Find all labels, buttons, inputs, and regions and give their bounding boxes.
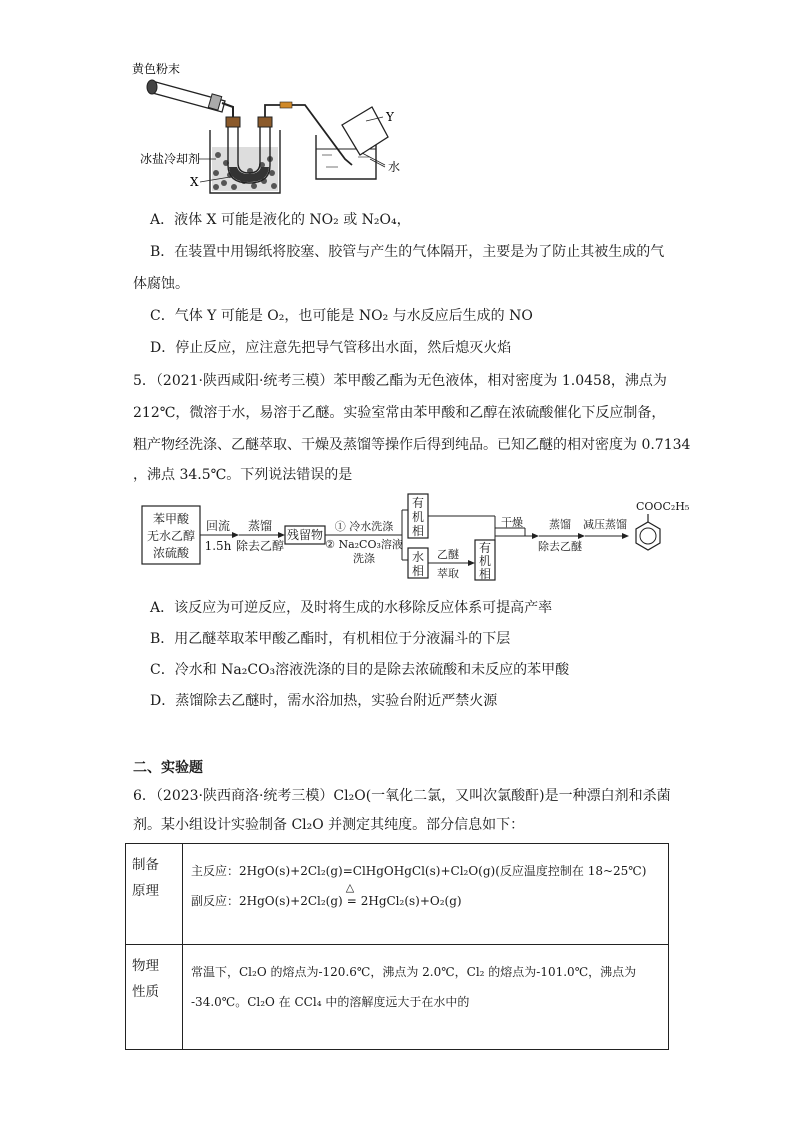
- gas-y-label: Y: [386, 110, 394, 124]
- q5-stem-line4: ，沸点 34.5℃。下列说法错误的是: [133, 467, 353, 483]
- q5-flow-chart: [140, 492, 690, 582]
- coolant-label: 冰盐冷却剂: [140, 152, 201, 166]
- q4-option-b-line2: 体腐蚀。: [133, 276, 189, 292]
- q6-stem-line1: 6．（2023·陕西商洛·统考三模）Cl₂O(一氧化二氯，又叫次氯酸酐)是一种漂白剂和杀菌: [133, 788, 671, 804]
- aqueous-phase-char-2: 相: [411, 564, 425, 578]
- aqueous-phase-char-1: 水: [411, 550, 425, 564]
- extract-bottom: 萃取: [437, 567, 459, 580]
- extract-top: 乙醚: [437, 548, 459, 561]
- table-row: [126, 844, 669, 945]
- step2-top: 蒸馏: [247, 519, 273, 533]
- properties-line1: 常温下，Cl₂O 的熔点为-120.6℃，沸点为 2.0℃，Cl₂ 的熔点为-101.0℃，沸点为: [191, 965, 637, 979]
- water-label: 水: [388, 160, 401, 174]
- row-label-properties: 物理 性质: [126, 945, 183, 1050]
- product-formula: COOC₂H₅: [636, 500, 690, 513]
- section-title: 二、实验题: [133, 760, 203, 776]
- q5-option-c: C．冷水和 Na₂CO₃溶液洗涤的目的是除去浓硫酸和未反应的苯甲酸: [150, 662, 570, 678]
- q6-info-table: [125, 843, 669, 1050]
- q5-option-d: D．蒸馏除去乙醚时，需水浴加热，实验台附近严禁火源: [150, 693, 498, 709]
- q5-option-a: A．该反应为可逆反应，及时将生成的水移除反应体系可提高产率: [150, 600, 553, 616]
- organic-phase-2-char-1: 有: [478, 541, 492, 555]
- q5-stem-line1: 5．（2021·陕西咸阳·统考三模）苯甲酸乙酯为无色液体，相对密度为 1.0458，沸点为: [133, 373, 667, 389]
- q6-stem-line2: 剂。某小组设计实验制备 Cl₂O 并测定其纯度。部分信息如下：: [133, 817, 525, 833]
- residue: 残留物: [286, 528, 324, 542]
- distill-bottom: 除去乙醚: [538, 540, 582, 553]
- organic-phase-2-char-2: 机: [478, 554, 492, 568]
- wash-step-2: ② Na₂CO₃溶液: [325, 538, 403, 551]
- table-row: [126, 945, 669, 1050]
- step1-bottom: 1.5h: [204, 539, 232, 553]
- collection-bottle: [342, 107, 388, 155]
- properties-line2: -34.0℃。Cl₂O 在 CCl₄ 中的溶解度远大于在水中的: [191, 995, 470, 1009]
- main-reaction: 主反应：2HgO(s)+2Cl₂(g)=ClHgOHgCl(s)+Cl₂O(g)(反应温度控制在 18~25℃): [191, 864, 647, 878]
- powder-label: 黄色粉末: [132, 62, 181, 76]
- organic-phase-1-char-1: 有: [411, 496, 425, 510]
- q5-option-b: B．用乙醚萃取苯甲酸乙酯时，有机相位于分液漏斗的下层: [150, 631, 511, 647]
- reactant-3: 浓硫酸: [152, 546, 190, 560]
- delivery-tube-2: [265, 105, 352, 165]
- organic-phase-2-char-3: 相: [478, 567, 492, 581]
- q4-option-a: A．液体 X 可能是液化的 NO₂ 或 N₂O₄，: [150, 212, 411, 228]
- product-structure: [636, 500, 689, 550]
- row-content-preparation: [183, 844, 669, 945]
- wash-step-1: ① 冷水洗涤: [334, 520, 394, 533]
- q5-stem-line2: 212℃，微溶于水，易溶于乙醚。实验室常由苯甲酸和乙醇在浓硫酸催化下反应制备，: [133, 405, 666, 421]
- dry-step: 干燥: [501, 516, 523, 529]
- organic-phase-1-char-3: 相: [411, 524, 425, 538]
- reactant-2: 无水乙醇: [146, 529, 196, 543]
- q4-option-c: C．气体 Y 可能是 O₂，也可能是 NO₂ 与水反应后生成的 NO: [150, 308, 533, 324]
- test-tube: [147, 80, 225, 112]
- heat-condition: △: [345, 881, 355, 894]
- organic-phase-1-char-2: 机: [411, 510, 425, 524]
- apparatus-diagram: [130, 55, 420, 195]
- liquid-x-label: X: [190, 175, 199, 189]
- side-reaction: 副反应：2HgO(s)+2Cl₂(g) △ = 2HgCl₂(s)+O₂(g): [191, 886, 660, 916]
- row-content-properties: [183, 945, 669, 1050]
- step2-bottom: 除去乙醇: [235, 539, 285, 553]
- vacuum-distill: 减压蒸馏: [583, 518, 627, 531]
- reactant-1: 苯甲酸: [152, 512, 190, 526]
- q4-option-d: D．停止反应，应注意先把导气管移出水面，然后熄灭火焰: [150, 340, 512, 356]
- distill-top: 蒸馏: [549, 518, 571, 531]
- wash-step-3: 洗涤: [353, 552, 375, 565]
- step1-top: 回流: [205, 519, 231, 533]
- row-label-preparation: 制备 原理: [126, 844, 183, 945]
- q5-stem-line3: 粗产物经洗涤、乙醚萃取、干燥及蒸馏等操作后得到纯品。已知乙醚的相对密度为 0.7134: [133, 437, 691, 453]
- q4-option-b-line1: B．在装置中用锡纸将胶塞、胶管与产生的气体隔开，主要是为了防止其被生成的气: [150, 244, 665, 260]
